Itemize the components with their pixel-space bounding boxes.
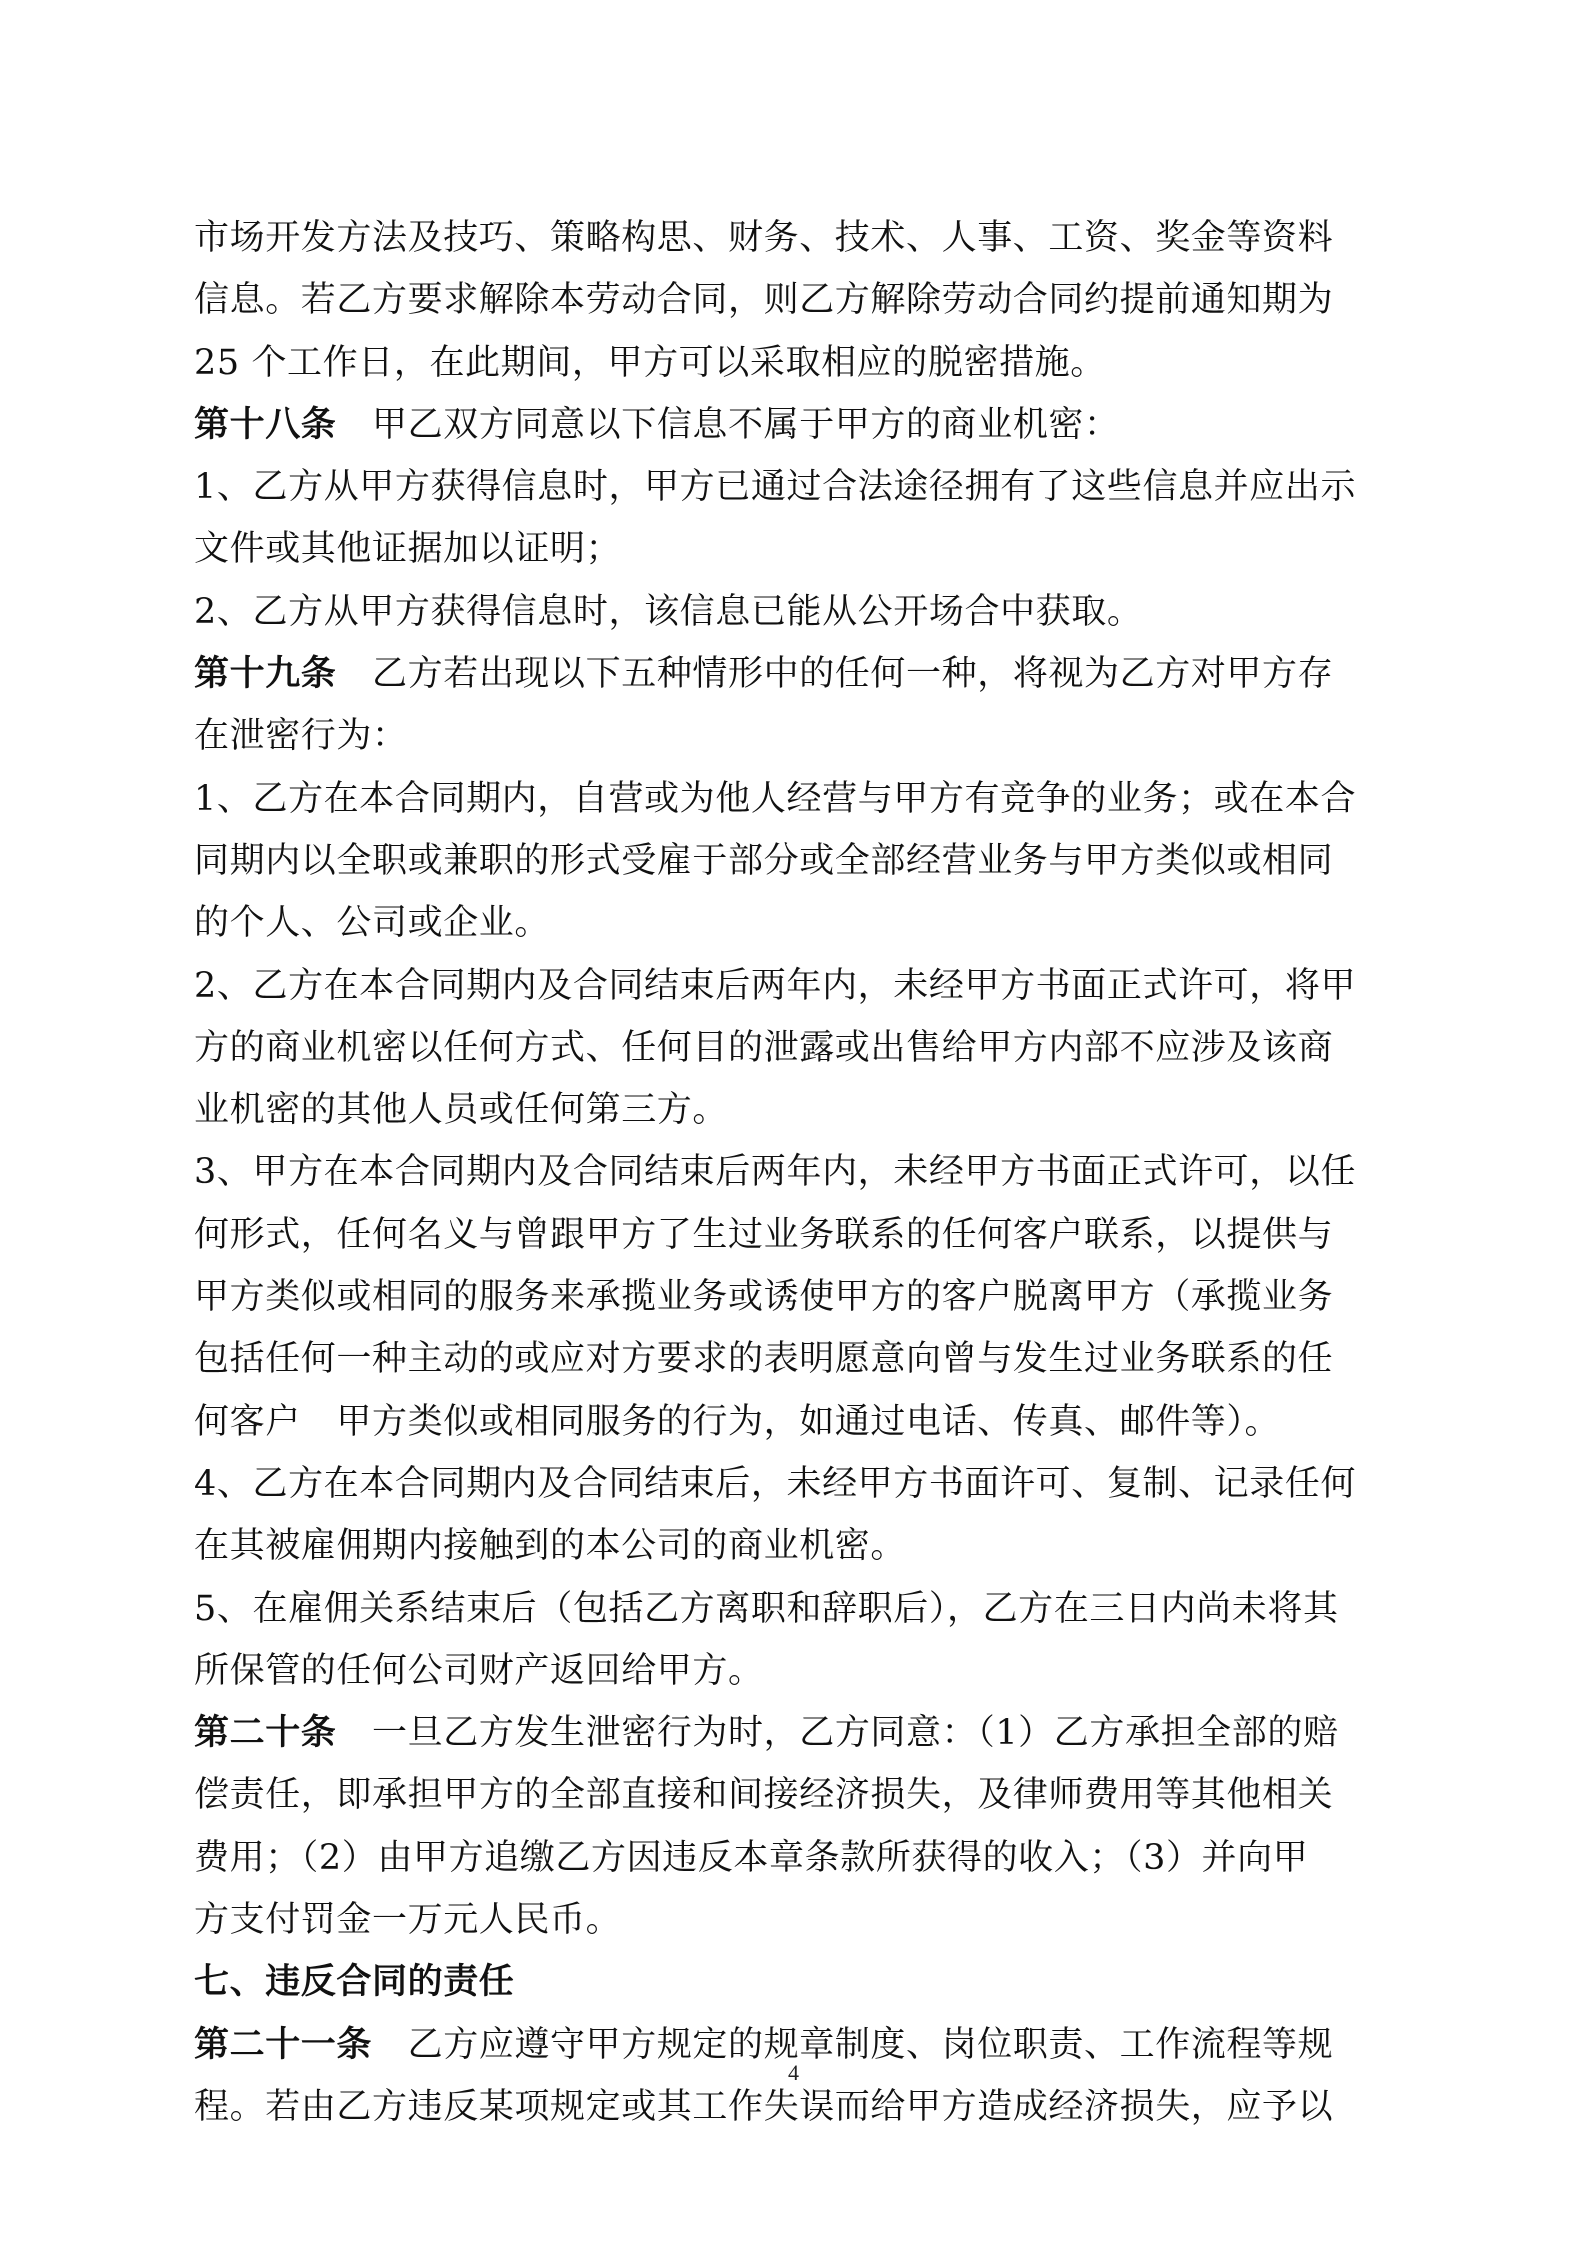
line-text: 市场开发方法及技巧、策略构思、财务、技术、人事、工资、奖金等资料 — [194, 218, 1334, 258]
line-text: 费用；（2）由甲方追缴乙方因违反本章条款所获得的收入；（3）并向甲 — [194, 1837, 1309, 1878]
text-line — [194, 1889, 1419, 1951]
text-line — [194, 1391, 1419, 1453]
text-line — [194, 394, 1419, 456]
article-heading: 第十九条 — [194, 653, 337, 695]
line-text: 包括任何一种主动的或应对方要求的表明愿意向曾与发生过业务联系的任 — [194, 1339, 1334, 1380]
line-text: 甲方类似或相同的服务来承揽业务或诱使甲方的客户脱离甲方（承揽业务 — [194, 1277, 1334, 1318]
line-text: 何形式，任何名义与曾跟甲方了生过业务联系的任何客户联系，以提供与 — [194, 1214, 1334, 1255]
text-line — [194, 1640, 1419, 1702]
line-text: 信息。若乙方要求解除本劳动合同，则乙方解除劳动合同约提前通知期为 — [194, 280, 1334, 321]
text-line — [194, 581, 1419, 643]
line-text: 业机密的其他人员或任何第三方。 — [194, 1090, 729, 1131]
text-line — [194, 1827, 1419, 1889]
article-heading: 第十八条 — [194, 403, 337, 445]
line-text: 1、乙方在本合同期内，自营或为他人经营与甲方有竞争的业务；或在本合 — [194, 778, 1357, 819]
text-line — [194, 1453, 1419, 1515]
line-text: 1、乙方从甲方获得信息时，甲方已通过合法途径拥有了这些信息并应出示 — [194, 467, 1357, 508]
line-text: 2、乙方在本合同期内及合同结束后两年内，未经甲方书面正式许可，将甲 — [194, 965, 1357, 1006]
line-text: 的个人、公司或企业。 — [194, 903, 551, 944]
article-heading: 第二十条 — [194, 1712, 337, 1754]
line-text: 乙方若出现以下五种情形中的任何一种，将视为乙方对甲方存 — [372, 654, 1334, 695]
article-heading: 第二十一条 — [194, 2023, 373, 2065]
line-text: 偿责任，即承担甲方的全部直接和间接经济损失，及律师费用等其他相关 — [194, 1775, 1334, 1816]
text-line — [194, 518, 1419, 580]
line-text: 3、甲方在本合同期内及合同结束后两年内，未经甲方书面正式许可，以任 — [194, 1152, 1357, 1193]
line-text: 乙方应遵守甲方规定的规章制度、岗位职责、工作流程等规 — [407, 2024, 1334, 2065]
text-line — [194, 830, 1419, 892]
line-text: 在泄密行为： — [194, 716, 408, 757]
line-text: 2、乙方从甲方获得信息时，该信息已能从公开场合中获取。 — [194, 591, 1143, 632]
text-line — [194, 1578, 1419, 1640]
text-line — [194, 1951, 1419, 2013]
line-text: 甲乙双方同意以下信息不属于甲方的商业机密： — [372, 404, 1120, 445]
text-line — [194, 643, 1419, 705]
line-text: 文件或其他证据加以证明； — [194, 529, 622, 570]
text-line — [194, 892, 1419, 954]
text-line — [194, 768, 1419, 830]
text-line — [194, 1266, 1419, 1328]
line-text: 一旦乙方发生泄密行为时，乙方同意：（1）乙方承担全部的赔 — [372, 1713, 1339, 1754]
text-line — [194, 1017, 1419, 1079]
text-line — [194, 955, 1419, 1017]
line-text: 方的商业机密以任何方式、任何目的泄露或出售给甲方内部不应涉及该商 — [194, 1027, 1334, 1068]
line-text: 4、乙方在本合同期内及合同结束后，未经甲方书面许可、复制、记录任何 — [194, 1463, 1357, 1504]
article-heading: 七、违反合同的责任 — [194, 1961, 515, 2003]
text-line — [194, 1141, 1419, 1203]
text-line — [194, 1204, 1419, 1266]
document-body — [194, 207, 1419, 2138]
text-line — [194, 1079, 1419, 1141]
text-line — [194, 1328, 1419, 1390]
text-line — [194, 705, 1419, 767]
page-number: 4 — [788, 2060, 799, 2085]
text-line — [194, 207, 1419, 269]
line-text: 25 个工作日，在此期间，甲方可以采取相应的脱密措施。 — [194, 342, 1106, 383]
text-line — [194, 269, 1419, 331]
text-line — [194, 332, 1419, 394]
line-text: 程。若由乙方违反某项规定或其工作失误而给甲方造成经济损失，应予以 — [194, 2086, 1334, 2127]
line-text: 何客户 甲方类似或相同服务的行为，如通过电话、传真、邮件等）。 — [194, 1401, 1281, 1442]
line-text: 同期内以全职或兼职的形式受雇于部分或全部经营业务与甲方类似或相同 — [194, 840, 1334, 881]
line-text: 5、在雇佣关系结束后（包括乙方离职和辞职后），乙方在三日内尚未将其 — [194, 1588, 1339, 1629]
text-line — [194, 1702, 1419, 1764]
text-line — [194, 1764, 1419, 1826]
text-line — [194, 456, 1419, 518]
line-text: 方支付罚金一万元人民币。 — [194, 1900, 622, 1941]
line-text: 所保管的任何公司财产返回给甲方。 — [194, 1650, 764, 1691]
line-text: 在其被雇佣期内接触到的本公司的商业机密。 — [194, 1526, 907, 1567]
text-line — [194, 1515, 1419, 1577]
